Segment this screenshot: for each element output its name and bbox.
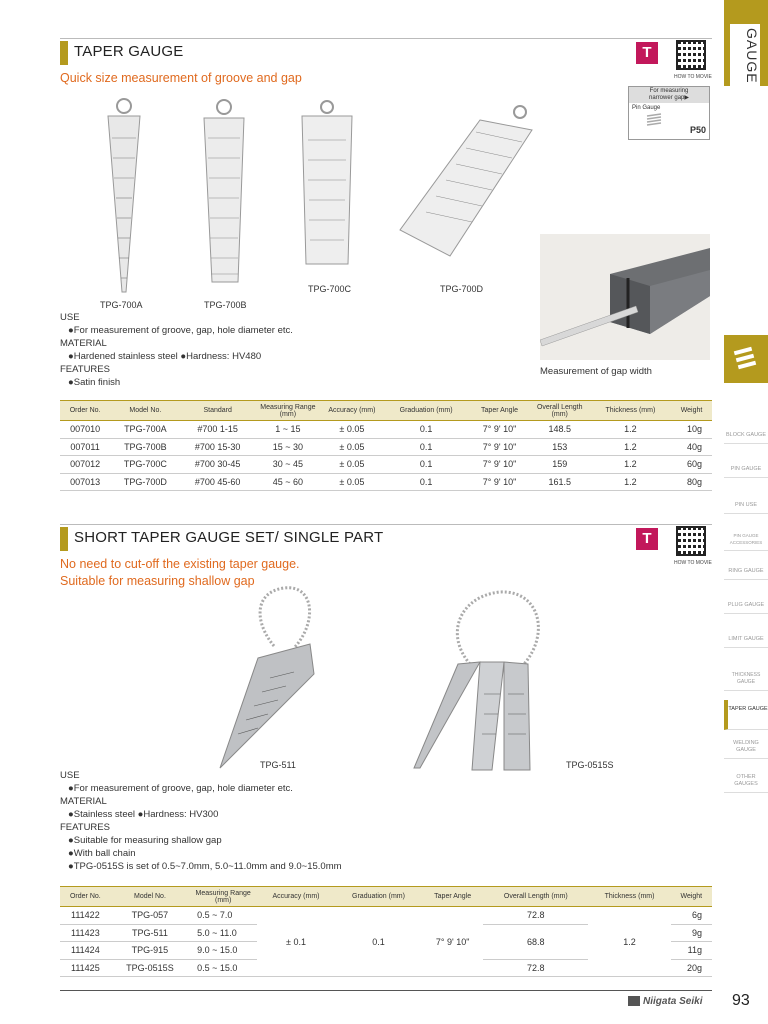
section-tagline: Quick size measurement of groove and gap: [60, 71, 302, 85]
col-accuracy: Accuracy (mm): [321, 401, 383, 421]
side-tab-pin-use[interactable]: PIN USE: [724, 502, 768, 514]
col-model: Model No.: [110, 401, 180, 421]
features-text: ●Satin finish: [68, 377, 121, 388]
col-accuracy: Accuracy (mm): [257, 887, 335, 907]
brand-logo: Niigata Seiki: [628, 996, 702, 1007]
use-text: ●For measurement of groove, gap, hole diameter etc.: [68, 783, 293, 794]
tpg-511-image: [214, 582, 324, 772]
qr-code-icon[interactable]: [676, 40, 706, 70]
photo-caption: Measurement of gap width: [540, 366, 652, 377]
table-row: 111424 TPG-915 9.0 ~ 15.0 11g: [60, 942, 712, 960]
side-tab-limit[interactable]: LIMIT GAUGE: [724, 636, 768, 648]
table-row: 111422 TPG-057 0.5 ~ 7.0 ± 0.1 0.1 7° 9' 10" 72.8 1.2 6g: [60, 907, 712, 925]
spec-block-2: [60, 769, 342, 873]
col-order: Order No.: [60, 887, 111, 907]
col-graduation: Graduation (mm): [335, 887, 422, 907]
reference-header: For measuring narrower gap▶: [629, 87, 709, 103]
table-row: 111425 TPG-0515S 0.5 ~ 15.0 72.8 20g: [60, 959, 712, 977]
table-header-row: [60, 401, 712, 421]
side-tab-other[interactable]: OTHER GAUGES: [724, 774, 768, 793]
table-row: 007012 TPG-700C #700 30-45 30 ~ 45 ± 0.05 0.1 7° 9' 10" 159 1.2 60g: [60, 456, 712, 474]
col-length: Overall Length (mm): [530, 401, 590, 421]
reference-box[interactable]: [628, 86, 710, 140]
section-tagline-1: No need to cut-off the existing taper gauge.: [60, 557, 300, 571]
col-thickness: Thickness (mm): [590, 401, 671, 421]
footer-rule: [60, 990, 712, 991]
pin-gauge-icon: [645, 113, 665, 127]
col-thickness: Thickness (mm): [588, 887, 670, 907]
section-bar: [60, 527, 68, 551]
reference-item: Pin Gauge: [632, 105, 661, 111]
col-standard: Standard: [180, 401, 254, 421]
table-row: 007013 TPG-700D #700 45-60 45 ~ 60 ± 0.05 0.1 7° 9' 10" 161.5 1.2 80g: [60, 473, 712, 491]
section-header-short-taper: [60, 524, 712, 550]
gauge-icon-tab[interactable]: [724, 335, 768, 383]
side-tab-pin-accessories[interactable]: PIN GAUGE ACCESSORIES: [724, 532, 768, 551]
col-weight: Weight: [671, 887, 712, 907]
col-weight: Weight: [671, 401, 712, 421]
material-text: ●Stainless steel ●Hardness: HV300: [68, 809, 219, 820]
product-label-0515s: TPG-0515S: [566, 760, 614, 770]
material-text: ●Hardened stainless steel ●Hardness: HV480: [68, 351, 262, 362]
col-model: Model No.: [111, 887, 189, 907]
section-bar: [60, 41, 68, 65]
use-text: ●For measurement of groove, gap, hole diameter etc.: [68, 325, 293, 336]
section-title: TAPER GAUGE: [74, 43, 184, 60]
features-heading: FEATURES: [60, 364, 110, 375]
section-tagline-2: Suitable for measuring shallow gap: [60, 574, 255, 588]
side-tab-plug[interactable]: PLUG GAUGE: [724, 602, 768, 614]
section-header-taper-gauge: [60, 38, 712, 64]
material-heading: MATERIAL: [60, 796, 107, 807]
tool-badge: T: [636, 42, 658, 64]
col-graduation: Graduation (mm): [383, 401, 469, 421]
taper-gauge-700b-image: [200, 98, 248, 286]
feature-item: ●TPG-0515S is set of 0.5~7.0mm, 5.0~11.0mm and 9.0~15.0mm: [68, 861, 342, 872]
taper-gauge-700a-image: [100, 98, 148, 294]
short-taper-table: [60, 886, 712, 977]
col-length: Overall Length (mm): [483, 887, 588, 907]
qr-code-icon[interactable]: [676, 526, 706, 556]
feature-item: ●Suitable for measuring shallow gap: [68, 835, 222, 846]
product-label-700c: TPG-700C: [308, 284, 352, 294]
col-taper: Taper Angle: [469, 401, 529, 421]
side-tab-block[interactable]: BLOCK GAUGE: [724, 432, 768, 444]
page-number: 93: [732, 992, 750, 1009]
taper-gauge-700d-image: [392, 100, 542, 260]
side-tab-ring[interactable]: RING GAUGE: [724, 568, 768, 580]
section-title: SHORT TAPER GAUGE SET/ SINGLE PART: [74, 529, 384, 546]
use-heading: USE: [60, 770, 80, 781]
tpg-0515s-image: [400, 584, 560, 774]
side-tab-thickness[interactable]: THICKNESS GAUGE: [724, 672, 768, 691]
col-range: Measuring Range (mm): [255, 401, 321, 421]
category-label: GAUGE: [730, 24, 760, 88]
table-header-row: [60, 887, 712, 907]
table-row: 007011 TPG-700B #700 15-30 15 ~ 30 ± 0.05 0.1 7° 9' 10" 153 1.2 40g: [60, 438, 712, 456]
col-order: Order No.: [60, 401, 110, 421]
product-label-700d: TPG-700D: [440, 284, 484, 294]
taper-gauge-700c-image: [300, 100, 354, 268]
side-tab-taper[interactable]: TAPER GAUGE: [724, 700, 768, 730]
feature-item: ●With ball chain: [68, 848, 136, 859]
spec-block-1: [60, 311, 293, 389]
howto-label[interactable]: HOW TO MOVIE: [674, 560, 712, 566]
material-heading: MATERIAL: [60, 338, 107, 349]
use-heading: USE: [60, 312, 80, 323]
gauge-blocks-icon: [724, 335, 768, 383]
gap-measurement-photo: [540, 234, 710, 360]
reference-page: P50: [689, 125, 706, 135]
side-tab-pin[interactable]: PIN GAUGE: [724, 466, 768, 478]
features-heading: FEATURES: [60, 822, 110, 833]
col-range: Measuring Range (mm): [189, 887, 257, 907]
howto-label[interactable]: HOW TO MOVIE: [674, 74, 712, 80]
taper-gauge-table: [60, 400, 712, 491]
product-label-511: TPG-511: [260, 760, 296, 770]
tool-badge: T: [636, 528, 658, 550]
product-label-700a: TPG-700A: [100, 300, 143, 310]
table-row: 007010 TPG-700A #700 1-15 1 ~ 15 ± 0.05 0.1 7° 9' 10" 148.5 1.2 10g: [60, 421, 712, 439]
col-taper: Taper Angle: [422, 887, 483, 907]
brand-mark-icon: [628, 996, 640, 1006]
side-tab-welding[interactable]: WELDING GAUGE: [724, 740, 768, 759]
product-label-700b: TPG-700B: [204, 300, 247, 310]
table-row: 111423 TPG-511 5.0 ~ 11.0 68.8 9g: [60, 924, 712, 942]
